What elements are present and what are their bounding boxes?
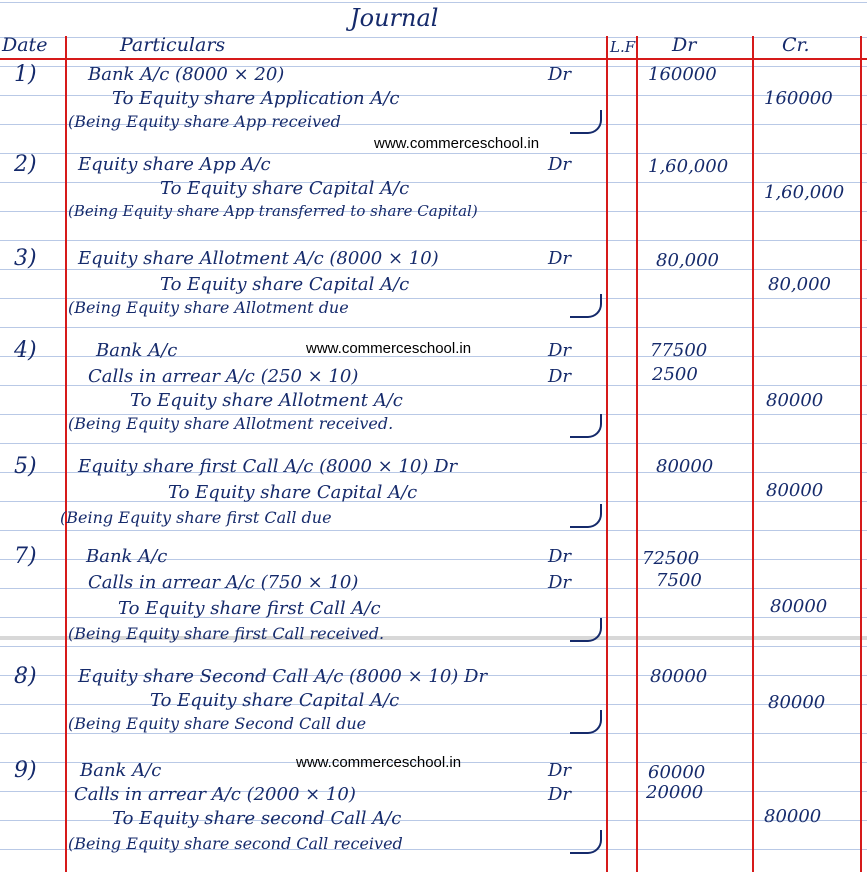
watermark: www.commerceschool.in [296,754,462,771]
debit-line: Equity share first Call A/c (8000 × 10) Dr [78,456,458,477]
narration-brace [570,110,602,134]
dr-marker: Dr [548,546,572,567]
dr-marker: Dr [548,784,572,805]
credit-line: To Equity share first Call A/c [118,598,381,619]
debit-line: Bank A/c [80,760,162,781]
dr-amount: 77500 [650,340,708,361]
debit-line-2: Calls in arrear A/c (250 × 10) [88,366,359,387]
debit-line-2: Calls in arrear A/c (750 × 10) [88,572,359,593]
col-rule-date [65,36,67,872]
dr-marker: Dr [548,366,572,387]
header-cr: Cr. [782,34,810,56]
narration-brace [570,414,602,438]
dr-marker: Dr [548,248,572,269]
narration-brace [570,710,602,734]
entry-number: 8) [14,664,37,689]
entry-number: 1) [14,62,37,87]
cr-amount: 80000 [766,390,824,411]
cr-amount: 80000 [770,596,828,617]
header-particulars: Particulars [120,34,226,56]
credit-line: To Equity share Capital A/c [150,690,400,711]
dr-amount: 80000 [656,456,714,477]
cr-amount: 80,000 [768,274,831,295]
narration-brace [570,294,602,318]
debit-line-2: Calls in arrear A/c (2000 × 10) [74,784,356,805]
cr-amount: 160000 [764,88,833,109]
credit-line: To Equity share Application A/c [112,88,400,109]
dr-amount: 20000 [646,782,704,803]
entry-number: 2) [14,152,37,177]
credit-line: To Equity share Capital A/c [160,178,410,199]
col-rule-dr [752,36,754,872]
narration: (Being Equity share App received [68,112,341,131]
header-lf: L.F [610,38,636,56]
credit-line: To Equity share Capital A/c [168,482,418,503]
narration: (Being Equity share Allotment due [68,298,349,317]
debit-line: Equity share App A/c [78,154,271,175]
narration: (Being Equity share App transferred to share Capital) [68,202,478,220]
dr-amount: 80000 [650,666,708,687]
debit-line: Equity share Second Call A/c (8000 × 10) Dr [78,666,488,687]
narration: (Being Equity share first Call due [60,508,332,527]
dr-marker: Dr [548,154,572,175]
dr-marker: Dr [548,572,572,593]
dr-marker: Dr [548,64,572,85]
credit-line: To Equity share second Call A/c [112,808,402,829]
dr-amount: 1,60,000 [648,156,729,177]
entry-number: 5) [14,454,37,479]
dr-amount: 72500 [642,548,700,569]
dr-amount: 160000 [648,64,717,85]
debit-line: Bank A/c [86,546,168,567]
watermark: www.commerceschool.in [374,135,540,152]
col-rule-particulars [606,36,608,872]
header-dr: Dr [672,34,697,56]
debit-line: Bank A/c [96,340,178,361]
narration-brace [570,830,602,854]
entry-number: 4) [14,338,37,363]
narration-brace [570,504,602,528]
debit-line: Bank A/c (8000 × 20) [88,64,285,85]
dr-amount: 7500 [656,570,702,591]
narration: (Being Equity share first Call received. [68,624,385,643]
dr-marker: Dr [548,760,572,781]
entry-number: 3) [14,246,37,271]
col-rule-cr [860,36,862,872]
page-title: Journal [350,4,439,32]
cr-amount: 80000 [768,692,826,713]
entry-number: 9) [14,758,37,783]
dr-amount: 2500 [652,364,698,385]
watermark: www.commerceschool.in [306,340,472,357]
col-rule-lf [636,36,638,872]
narration: (Being Equity share Allotment received. [68,414,394,433]
dr-amount: 80,000 [656,250,719,271]
credit-line: To Equity share Allotment A/c [130,390,403,411]
debit-line: Equity share Allotment A/c (8000 × 10) [78,248,439,269]
cr-amount: 80000 [764,806,822,827]
narration-brace [570,618,602,642]
cr-amount: 1,60,000 [764,182,845,203]
header-date: Date [2,34,48,56]
dr-marker: Dr [548,340,572,361]
header-rule [0,58,867,60]
cr-amount: 80000 [766,480,824,501]
dr-amount: 60000 [648,762,706,783]
entry-number: 7) [14,544,37,569]
narration: (Being Equity share second Call received [68,834,403,853]
narration: (Being Equity share Second Call due [68,714,367,733]
credit-line: To Equity share Capital A/c [160,274,410,295]
